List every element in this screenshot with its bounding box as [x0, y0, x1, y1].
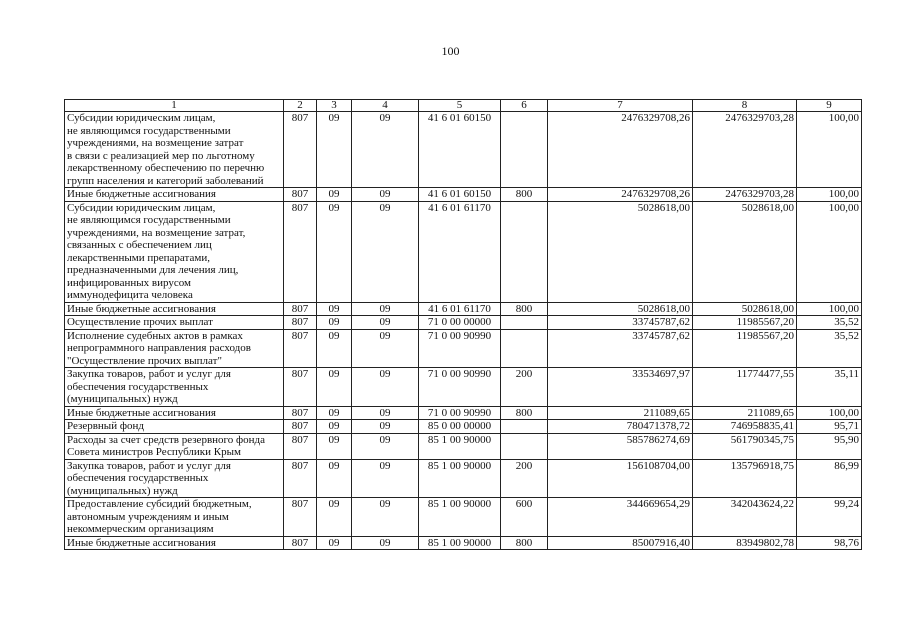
- section-cell: 09: [317, 316, 352, 330]
- section-cell: 09: [317, 433, 352, 459]
- subsection-cell: 09: [352, 201, 419, 302]
- table-row: [65, 406, 862, 420]
- target-article-cell: 85 0 00 00000: [419, 420, 501, 434]
- subsection-cell: 09: [352, 406, 419, 420]
- section-cell: 09: [317, 536, 352, 550]
- code-cell: 807: [284, 188, 317, 202]
- plan-amount-cell: 2476329708,26: [548, 188, 693, 202]
- subsection-cell: 09: [352, 329, 419, 368]
- table-row: [65, 459, 862, 498]
- code-cell: 807: [284, 368, 317, 407]
- table-row: [65, 302, 862, 316]
- actual-amount-cell: 83949802,78: [693, 536, 797, 550]
- row-name-cell: Осуществление прочих выплат: [65, 316, 284, 330]
- section-cell: 09: [317, 406, 352, 420]
- expense-type-cell: 200: [501, 368, 548, 407]
- percent-cell: 35,11: [797, 368, 862, 407]
- code-cell: 807: [284, 112, 317, 188]
- row-name-cell: Расходы за счет средств резервного фонда Совета министров Республики Крым: [65, 433, 284, 459]
- row-name-cell: Закупка товаров, работ и услуг для обеспечения государственных (муниципальных) нужд: [65, 368, 284, 407]
- plan-amount-cell: 211089,65: [548, 406, 693, 420]
- target-article-cell: 41 6 01 61170: [419, 302, 501, 316]
- expense-type-cell: 800: [501, 188, 548, 202]
- percent-cell: 100,00: [797, 201, 862, 302]
- target-article-cell: 85 1 00 90000: [419, 433, 501, 459]
- percent-cell: 100,00: [797, 112, 862, 188]
- plan-amount-cell: 780471378,72: [548, 420, 693, 434]
- target-article-cell: 71 0 00 00000: [419, 316, 501, 330]
- expense-type-cell: [501, 433, 548, 459]
- plan-amount-cell: 5028618,00: [548, 302, 693, 316]
- section-cell: 09: [317, 188, 352, 202]
- plan-amount-cell: 33745787,62: [548, 329, 693, 368]
- target-article-cell: 85 1 00 90000: [419, 459, 501, 498]
- budget-table: [64, 99, 862, 550]
- section-cell: 09: [317, 302, 352, 316]
- code-cell: 807: [284, 433, 317, 459]
- table-row: [65, 188, 862, 202]
- row-name-cell: Субсидии юридическим лицам, не являющимся государственными учреждениями, на возмещение затрат в связи с реализацией мер по льготному лекарственному обеспечению по перечню групп населения и категорий заболеваний: [65, 112, 284, 188]
- table-row: [65, 112, 862, 188]
- row-name-cell: Иные бюджетные ассигнования: [65, 536, 284, 550]
- header-cell: 5: [419, 100, 501, 112]
- section-cell: 09: [317, 329, 352, 368]
- table-row: [65, 498, 862, 537]
- header-cell: 8: [693, 100, 797, 112]
- section-cell: 09: [317, 368, 352, 407]
- expense-type-cell: [501, 112, 548, 188]
- actual-amount-cell: 5028618,00: [693, 201, 797, 302]
- code-cell: 807: [284, 201, 317, 302]
- plan-amount-cell: 5028618,00: [548, 201, 693, 302]
- header-cell: 9: [797, 100, 862, 112]
- table-row: [65, 329, 862, 368]
- actual-amount-cell: 211089,65: [693, 406, 797, 420]
- table-row: [65, 420, 862, 434]
- code-cell: 807: [284, 406, 317, 420]
- expense-type-cell: 600: [501, 498, 548, 537]
- header-cell: 7: [548, 100, 693, 112]
- subsection-cell: 09: [352, 498, 419, 537]
- subsection-cell: 09: [352, 316, 419, 330]
- header-cell: 4: [352, 100, 419, 112]
- header-cell: 1: [65, 100, 284, 112]
- expense-type-cell: [501, 201, 548, 302]
- percent-cell: 100,00: [797, 302, 862, 316]
- table-row: [65, 433, 862, 459]
- section-cell: 09: [317, 498, 352, 537]
- actual-amount-cell: 5028618,00: [693, 302, 797, 316]
- row-name-cell: Субсидии юридическим лицам, не являющимся государственными учреждениями, на возмещение затрат, связанных с обеспечением лиц лекарственными препаратами, предназначенными для лечения лиц, инфицированных вирусом иммунодефицита человека: [65, 201, 284, 302]
- expense-type-cell: 800: [501, 302, 548, 316]
- expense-type-cell: 800: [501, 536, 548, 550]
- plan-amount-cell: 33534697,97: [548, 368, 693, 407]
- code-cell: 807: [284, 302, 317, 316]
- target-article-cell: 85 1 00 90000: [419, 536, 501, 550]
- plan-amount-cell: 2476329708,26: [548, 112, 693, 188]
- percent-cell: 100,00: [797, 406, 862, 420]
- actual-amount-cell: 2476329703,28: [693, 188, 797, 202]
- actual-amount-cell: 11985567,20: [693, 316, 797, 330]
- plan-amount-cell: 85007916,40: [548, 536, 693, 550]
- table-body: [65, 112, 862, 550]
- subsection-cell: 09: [352, 459, 419, 498]
- percent-cell: 98,76: [797, 536, 862, 550]
- actual-amount-cell: 11985567,20: [693, 329, 797, 368]
- subsection-cell: 09: [352, 302, 419, 316]
- plan-amount-cell: 156108704,00: [548, 459, 693, 498]
- code-cell: 807: [284, 420, 317, 434]
- subsection-cell: 09: [352, 188, 419, 202]
- subsection-cell: 09: [352, 536, 419, 550]
- table-row: [65, 316, 862, 330]
- plan-amount-cell: 33745787,62: [548, 316, 693, 330]
- table-row: [65, 201, 862, 302]
- plan-amount-cell: 344669654,29: [548, 498, 693, 537]
- target-article-cell: 41 6 01 61170: [419, 201, 501, 302]
- row-name-cell: Закупка товаров, работ и услуг для обеспечения государственных (муниципальных) нужд: [65, 459, 284, 498]
- percent-cell: 100,00: [797, 188, 862, 202]
- subsection-cell: 09: [352, 368, 419, 407]
- target-article-cell: 71 0 00 90990: [419, 368, 501, 407]
- plan-amount-cell: 585786274,69: [548, 433, 693, 459]
- target-article-cell: 41 6 01 60150: [419, 112, 501, 188]
- row-name-cell: Предоставление субсидий бюджетным, автономным учреждениям и иным некоммерческим организациям: [65, 498, 284, 537]
- page-number: 100: [441, 44, 460, 58]
- expense-type-cell: 800: [501, 406, 548, 420]
- code-cell: 807: [284, 329, 317, 368]
- actual-amount-cell: 746958835,41: [693, 420, 797, 434]
- section-cell: 09: [317, 420, 352, 434]
- percent-cell: 86,99: [797, 459, 862, 498]
- header-cell: 2: [284, 100, 317, 112]
- actual-amount-cell: 561790345,75: [693, 433, 797, 459]
- header-cell: 3: [317, 100, 352, 112]
- target-article-cell: 71 0 00 90990: [419, 406, 501, 420]
- subsection-cell: 09: [352, 433, 419, 459]
- expense-type-cell: [501, 329, 548, 368]
- percent-cell: 99,24: [797, 498, 862, 537]
- expense-type-cell: [501, 420, 548, 434]
- subsection-cell: 09: [352, 112, 419, 188]
- table-row: [65, 536, 862, 550]
- row-name-cell: Иные бюджетные ассигнования: [65, 302, 284, 316]
- actual-amount-cell: 135796918,75: [693, 459, 797, 498]
- target-article-cell: 41 6 01 60150: [419, 188, 501, 202]
- expense-type-cell: 200: [501, 459, 548, 498]
- target-article-cell: 71 0 00 90990: [419, 329, 501, 368]
- table-row: [65, 368, 862, 407]
- actual-amount-cell: 2476329703,28: [693, 112, 797, 188]
- code-cell: 807: [284, 316, 317, 330]
- subsection-cell: 09: [352, 420, 419, 434]
- row-name-cell: Исполнение судебных актов в рамках непрограммного направления расходов "Осуществление прочих выплат": [65, 329, 284, 368]
- percent-cell: 95,90: [797, 433, 862, 459]
- code-cell: 807: [284, 498, 317, 537]
- row-name-cell: Иные бюджетные ассигнования: [65, 406, 284, 420]
- target-article-cell: 85 1 00 90000: [419, 498, 501, 537]
- percent-cell: 95,71: [797, 420, 862, 434]
- header-cell: 6: [501, 100, 548, 112]
- row-name-cell: Иные бюджетные ассигнования: [65, 188, 284, 202]
- expense-type-cell: [501, 316, 548, 330]
- actual-amount-cell: 342043624,22: [693, 498, 797, 537]
- header-row: [65, 100, 862, 112]
- section-cell: 09: [317, 201, 352, 302]
- percent-cell: 35,52: [797, 329, 862, 368]
- section-cell: 09: [317, 112, 352, 188]
- row-name-cell: Резервный фонд: [65, 420, 284, 434]
- code-cell: 807: [284, 459, 317, 498]
- code-cell: 807: [284, 536, 317, 550]
- section-cell: 09: [317, 459, 352, 498]
- percent-cell: 35,52: [797, 316, 862, 330]
- actual-amount-cell: 11774477,55: [693, 368, 797, 407]
